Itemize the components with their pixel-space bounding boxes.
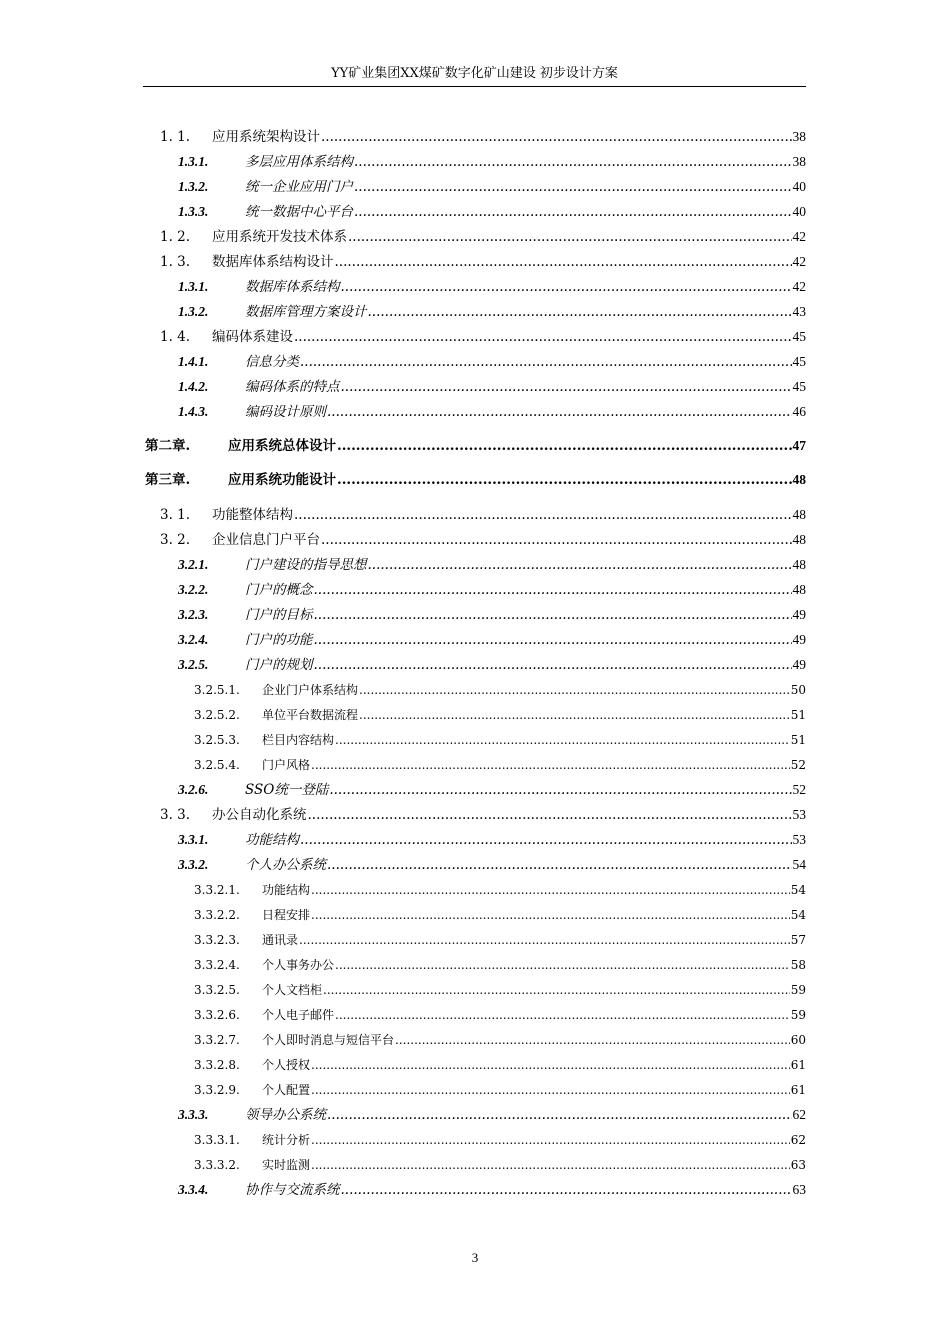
toc-entry-number: 3. 2. (160, 532, 191, 548)
toc-entry[interactable] (178, 781, 806, 799)
toc-entry[interactable] (145, 471, 806, 489)
toc-entry[interactable] (194, 681, 806, 699)
toc-entry-title: 统计分析 (262, 1133, 311, 1147)
toc-entry[interactable] (178, 581, 806, 599)
toc-entry[interactable] (178, 178, 806, 196)
toc-entry-title: 个人事务办公 (262, 958, 335, 972)
toc-entry-title: 功能结构 (262, 883, 311, 897)
toc-entry-title: 个人办公系统 (245, 857, 326, 873)
toc-entry-title: 数据库体系结构设计 (212, 254, 334, 270)
toc-entry-title: 个人即时消息与短信平台 (262, 1033, 395, 1047)
toc-entry[interactable] (178, 556, 806, 574)
toc-entry-title: 个人授权 (262, 1058, 311, 1072)
toc-dot-leader (359, 681, 790, 699)
toc-entry-number: 3.3.2.9. (194, 1083, 240, 1097)
toc-dot-leader (300, 831, 792, 849)
toc-dot-leader (311, 906, 790, 924)
toc-entry-title: 门户风格 (262, 758, 311, 772)
toc-entry-page: 60 (790, 1033, 806, 1047)
toc-entry[interactable] (178, 831, 806, 849)
toc-entry-number: 3.3.2.3. (194, 933, 240, 947)
toc-entry-title: 应用系统开发技术体系 (212, 229, 347, 245)
toc-dot-leader (341, 1181, 792, 1199)
toc-entry-number: 3.2.5. (178, 657, 209, 672)
toc-entry-page: 48 (792, 532, 806, 547)
toc-entry-number: 1.3.1. (178, 154, 209, 169)
toc-dot-leader (294, 506, 792, 524)
toc-entry-title: 数据库管理方案设计 (245, 304, 367, 320)
toc-entry-title: 应用系统总体设计 (228, 438, 336, 454)
toc-entry-title: 企业信息门户平台 (212, 532, 320, 548)
toc-entry-number: 1. 1. (160, 129, 191, 145)
toc-entry-number: 1. 2. (160, 229, 191, 245)
toc-entry-page: 53 (792, 832, 806, 847)
toc-entry-number: 1.3.1. (178, 279, 209, 294)
toc-entry[interactable] (194, 1006, 806, 1024)
toc-entry-number: 1.4.3. (178, 404, 209, 419)
toc-entry-title: 栏目内容结构 (262, 733, 335, 747)
toc-entry-page: 48 (792, 557, 806, 572)
toc-entry[interactable] (160, 806, 806, 824)
toc-entry-number: 3.3.2.5. (194, 983, 240, 997)
toc-entry-title: 领导办公系统 (245, 1107, 326, 1123)
toc-dot-leader (348, 228, 792, 246)
toc-dot-leader (368, 303, 792, 321)
toc-entry-title: 编码设计原则 (245, 404, 326, 420)
toc-dot-leader (327, 1106, 792, 1124)
toc-entry-title: 通讯录 (262, 933, 299, 947)
page-number: 3 (471, 1250, 479, 1265)
toc-entry-number: 3.3.2.1. (194, 883, 240, 897)
toc-entry[interactable] (194, 1156, 806, 1174)
toc-entry-number: 1. 3. (160, 254, 191, 270)
toc-dot-leader (341, 278, 792, 296)
toc-entry-number: 3.2.6. (178, 782, 209, 797)
toc-entry-title: SSO统一登陆 (245, 782, 329, 798)
toc-dot-leader (311, 1131, 790, 1149)
toc-entry-page: 49 (792, 657, 806, 672)
toc-entry-title: 功能整体结构 (212, 507, 293, 523)
toc-entry-page: 62 (790, 1133, 806, 1147)
toc-dot-leader (337, 471, 792, 489)
toc-entry-page: 59 (790, 1008, 806, 1022)
toc-entry[interactable] (160, 328, 806, 346)
toc-dot-leader (354, 178, 792, 196)
toc-entry-title: 日程安排 (262, 908, 311, 922)
toc-entry[interactable] (194, 931, 806, 949)
toc-entry[interactable] (145, 437, 806, 455)
toc-entry-number: 3.2.2. (178, 582, 209, 597)
toc-dot-leader (311, 1156, 790, 1174)
toc-entry-page: 53 (792, 807, 806, 822)
toc-entry[interactable] (178, 278, 806, 296)
toc-entry-page: 49 (792, 607, 806, 622)
toc-entry-page: 42 (792, 254, 806, 269)
toc-entry-page: 51 (790, 708, 806, 722)
toc-entry-title: 编码体系建设 (212, 329, 293, 345)
toc-entry-page: 42 (792, 229, 806, 244)
toc-entry-page: 52 (792, 782, 806, 797)
toc-dot-leader (311, 756, 790, 774)
toc-dot-leader (300, 353, 792, 371)
toc-entry-title: 功能结构 (245, 832, 299, 848)
toc-entry-page: 50 (790, 683, 806, 697)
toc-entry-page: 61 (790, 1083, 806, 1097)
toc-entry-page: 45 (792, 329, 806, 344)
toc-entry-title: 信息分类 (245, 354, 299, 370)
running-header: YY矿业集团XX煤矿数字化矿山建设 初步设计方案 (331, 66, 618, 81)
toc-entry[interactable] (194, 706, 806, 724)
toc-entry[interactable] (194, 731, 806, 749)
toc-entry-number: 3. 3. (160, 807, 191, 823)
toc-entry-number: 3.3.1. (178, 832, 209, 847)
toc-entry-title: 门户的目标 (245, 607, 313, 623)
toc-entry[interactable] (178, 153, 806, 171)
toc-entry-number: 1.3.3. (178, 204, 209, 219)
toc-entry[interactable] (178, 303, 806, 321)
toc-entry-page: 54 (790, 908, 806, 922)
toc-dot-leader (294, 328, 792, 346)
toc-dot-leader (337, 437, 792, 455)
toc-entry[interactable] (160, 531, 806, 549)
toc-dot-leader (314, 656, 792, 674)
toc-entry[interactable] (194, 906, 806, 924)
toc-entry-page: 38 (792, 129, 806, 144)
toc-entry[interactable] (160, 228, 806, 246)
toc-entry-title: 门户的规划 (245, 657, 313, 673)
toc-entry[interactable] (178, 203, 806, 221)
toc-entry-number: 第二章. (145, 438, 191, 454)
toc-entry-number: 第三章. (145, 472, 191, 488)
toc-entry-number: 1.3.2. (178, 179, 209, 194)
toc-dot-leader (311, 1081, 790, 1099)
toc-dot-leader (299, 931, 790, 949)
toc-entry-page: 48 (792, 472, 806, 487)
toc-entry-page: 40 (792, 179, 806, 194)
toc-dot-leader (327, 403, 792, 421)
toc-dot-leader (311, 881, 790, 899)
toc-entry[interactable] (194, 956, 806, 974)
toc-entry-number: 3.2.1. (178, 557, 209, 572)
toc-entry[interactable] (178, 656, 806, 674)
toc-entry-page: 45 (792, 354, 806, 369)
toc-dot-leader (354, 203, 792, 221)
toc-entry-title: 门户建设的指导思想 (245, 557, 367, 573)
toc-dot-leader (329, 781, 791, 799)
toc-entry[interactable] (160, 128, 806, 146)
toc-entry[interactable] (194, 881, 806, 899)
toc-entry-number: 3.3.2.6. (194, 1008, 240, 1022)
toc-entry-page: 54 (792, 857, 806, 872)
toc-entry[interactable] (178, 631, 806, 649)
toc-entry-title: 个人电子邮件 (262, 1008, 335, 1022)
toc-entry-title: 门户的概念 (245, 582, 313, 598)
toc-dot-leader (341, 378, 792, 396)
toc-entry-number: 3.3.2.7. (194, 1033, 240, 1047)
toc-dot-leader (314, 631, 792, 649)
toc-entry-title: 办公自动化系统 (212, 807, 307, 823)
toc-entry-page: 43 (792, 304, 806, 319)
toc-entry-number: 3.2.4. (178, 632, 209, 647)
toc-entry-title: 协作与交流系统 (245, 1182, 340, 1198)
toc-dot-leader (321, 128, 792, 146)
toc-entry-number: 3.3.2.4. (194, 958, 240, 972)
toc-dot-leader (327, 856, 792, 874)
toc-entry-page: 51 (790, 733, 806, 747)
toc-entry[interactable] (178, 378, 806, 396)
toc-entry-number: 3. 1. (160, 507, 191, 523)
toc-entry[interactable] (178, 403, 806, 421)
toc-entry[interactable] (160, 253, 806, 271)
toc-dot-leader (323, 981, 790, 999)
toc-entry-number: 3.3.2.8. (194, 1058, 240, 1072)
toc-entry-title: 编码体系的特点 (245, 379, 340, 395)
toc-entry[interactable] (194, 1131, 806, 1149)
toc-entry-title: 应用系统功能设计 (228, 472, 336, 488)
toc-entry-page: 61 (790, 1058, 806, 1072)
toc-entry-title: 个人配置 (262, 1083, 311, 1097)
toc-dot-leader (354, 153, 792, 171)
toc-entry[interactable] (178, 606, 806, 624)
toc-entry[interactable] (178, 1106, 806, 1124)
toc-entry-title: 数据库体系结构 (245, 279, 340, 295)
toc-dot-leader (368, 556, 792, 574)
toc-entry[interactable] (178, 1181, 806, 1199)
toc-entry[interactable] (194, 1081, 806, 1099)
toc-entry-title: 企业门户体系结构 (262, 683, 359, 697)
toc-entry-title: 统一数据中心平台 (245, 204, 353, 220)
toc-entry-title: 个人文档柜 (262, 983, 323, 997)
toc-entry-number: 3.3.2.2. (194, 908, 240, 922)
toc-dot-leader (359, 706, 790, 724)
toc-entry-number: 3.2.5.1. (194, 683, 240, 697)
toc-entry-page: 54 (790, 883, 806, 897)
toc-entry-number: 1.4.2. (178, 379, 209, 394)
toc-entry-number: 1. 4. (160, 329, 191, 345)
toc-entry-page: 47 (792, 438, 806, 453)
toc-entry[interactable] (194, 981, 806, 999)
toc-entry-page: 38 (792, 154, 806, 169)
toc-entry-number: 3.2.5.2. (194, 708, 240, 722)
toc-entry-number: 1.4.1. (178, 354, 209, 369)
toc-entry-page: 59 (790, 983, 806, 997)
toc-dot-leader (335, 956, 790, 974)
toc-entry-page: 46 (792, 404, 806, 419)
toc-entry-title: 门户的功能 (245, 632, 313, 648)
toc-entry-title: 应用系统架构设计 (212, 129, 320, 145)
toc-entry-page: 57 (790, 933, 806, 947)
toc-entry-number: 3.3.3. (178, 1107, 209, 1122)
toc-entry-number: 3.2.5.3. (194, 733, 240, 747)
toc-dot-leader (314, 606, 792, 624)
toc-dot-leader (335, 1006, 790, 1024)
toc-dot-leader (321, 531, 792, 549)
toc-entry-page: 58 (790, 958, 806, 972)
toc-entry-page: 48 (792, 582, 806, 597)
toc-entry[interactable] (178, 856, 806, 874)
toc-dot-leader (335, 731, 790, 749)
toc-dot-leader (335, 253, 792, 271)
toc-entry-page: 42 (792, 279, 806, 294)
toc-entry[interactable] (194, 1031, 806, 1049)
toc-entry-number: 3.3.4. (178, 1182, 209, 1197)
toc-entry-page: 48 (792, 507, 806, 522)
toc-dot-leader (314, 581, 792, 599)
toc-entry[interactable] (178, 353, 806, 371)
toc-entry-page: 40 (792, 204, 806, 219)
toc-entry-page: 63 (790, 1158, 806, 1172)
toc-entry[interactable] (194, 1056, 806, 1074)
toc-dot-leader (308, 806, 792, 824)
toc-entry-page: 52 (790, 758, 806, 772)
toc-dot-leader (395, 1031, 790, 1049)
toc-entry-page: 63 (792, 1182, 806, 1197)
toc-entry-number: 3.2.5.4. (194, 758, 240, 772)
toc-entry-title: 单位平台数据流程 (262, 708, 359, 722)
toc-entry-page: 45 (792, 379, 806, 394)
toc-entry-title: 多层应用体系结构 (245, 154, 353, 170)
toc-entry-number: 3.3.3.2. (194, 1158, 240, 1172)
toc-entry-number: 3.2.3. (178, 607, 209, 622)
toc-entry-title: 实时监测 (262, 1158, 311, 1172)
toc-entry[interactable] (194, 756, 806, 774)
toc-entry-number: 3.3.3.1. (194, 1133, 240, 1147)
toc-entry-number: 3.3.2. (178, 857, 209, 872)
toc-entry-page: 49 (792, 632, 806, 647)
toc-dot-leader (311, 1056, 790, 1074)
toc-entry[interactable] (160, 506, 806, 524)
toc-entry-number: 1.3.2. (178, 304, 209, 319)
toc-entry-page: 62 (792, 1107, 806, 1122)
toc-entry-title: 统一企业应用门户 (245, 179, 353, 195)
